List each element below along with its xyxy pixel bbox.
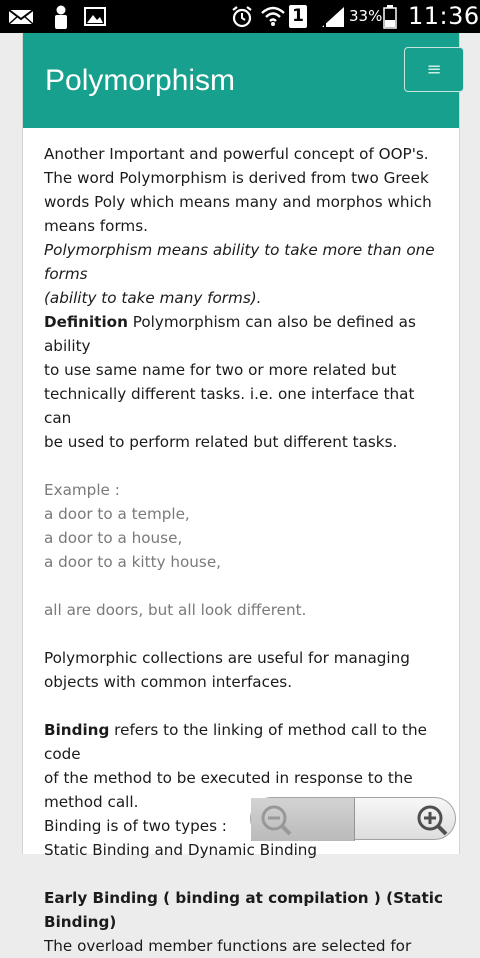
binding-paragraph-line — [44, 718, 444, 766]
example-line: a door to a kitty house, — [44, 553, 222, 571]
zoom-out-icon — [259, 804, 293, 836]
wifi-icon — [260, 5, 286, 29]
status-bar — [0, 0, 480, 33]
page-title: Polymorphism — [45, 64, 236, 97]
sim-icon — [289, 5, 307, 28]
early-binding-heading: Early Binding ( binding at compilation ) (Static — [44, 889, 443, 907]
binding-types-line: Binding is of two types : — [44, 817, 227, 835]
early-binding-heading: Binding) — [44, 913, 117, 931]
intro-line: means forms. — [44, 217, 148, 235]
example-line: Example : — [44, 481, 120, 499]
alarm-icon — [230, 5, 254, 29]
intro-line: words Poly which means many and morphos which — [44, 193, 432, 211]
binding-text: refers to the linking of method call to the code — [44, 721, 427, 763]
example-summary: all are doors, but all look different. — [44, 601, 307, 619]
mail-icon — [8, 9, 34, 25]
header-banner — [23, 33, 459, 128]
example-line: a door to a house, — [44, 529, 183, 547]
zoom-in-icon — [415, 804, 449, 836]
clock-time: 11:36 — [408, 2, 480, 30]
overload-line: The overload member functions are selected for — [44, 937, 412, 955]
binding-line: of the method to be executed in response to the — [44, 769, 413, 787]
intro-line: Another Important and powerful concept of OOP's. — [44, 145, 429, 163]
definition-line: to use same name for two or more related but — [44, 361, 397, 379]
italic-definition-line: Polymorphism means ability to take more than one forms — [44, 241, 435, 283]
italic-definition-line: (ability to take many forms). — [44, 289, 262, 307]
sim-slot-number: 1 — [292, 6, 304, 26]
page-card — [22, 33, 460, 955]
hamburger-menu-icon: ≡ — [426, 59, 442, 80]
binding-line: method call. — [44, 793, 139, 811]
spacer — [44, 862, 444, 886]
definition-label: Definition — [44, 313, 128, 331]
definition-paragraph-line — [44, 310, 444, 358]
battery-icon — [383, 5, 397, 29]
signal-icon — [320, 6, 346, 28]
image-icon — [84, 7, 106, 26]
definition-line: be used to perform related but different tasks. — [44, 433, 398, 451]
zoom-control — [250, 797, 456, 840]
definition-line: technically different tasks. i.e. one interface that can — [44, 385, 415, 427]
spacer — [44, 694, 444, 718]
battery-percent: 33% — [349, 7, 383, 25]
zoom-out-button[interactable] — [251, 798, 355, 841]
collections-line: objects with common interfaces. — [44, 673, 293, 691]
spacer — [44, 454, 444, 478]
zoom-in-button[interactable] — [355, 798, 457, 841]
example-line: a door to a temple, — [44, 505, 190, 523]
binding-types-line: Static Binding and Dynamic Binding — [44, 841, 318, 859]
collections-line: Polymorphic collections are useful for managing — [44, 649, 410, 667]
definition-text: Polymorphism can also be defined as ability — [44, 313, 416, 355]
spacer — [44, 574, 444, 598]
spacer — [44, 622, 444, 646]
binding-label: Binding — [44, 721, 110, 739]
user-icon — [52, 5, 70, 29]
intro-line: The word Polymorphism is derived from two Greek — [44, 169, 429, 187]
menu-button[interactable] — [404, 47, 464, 92]
